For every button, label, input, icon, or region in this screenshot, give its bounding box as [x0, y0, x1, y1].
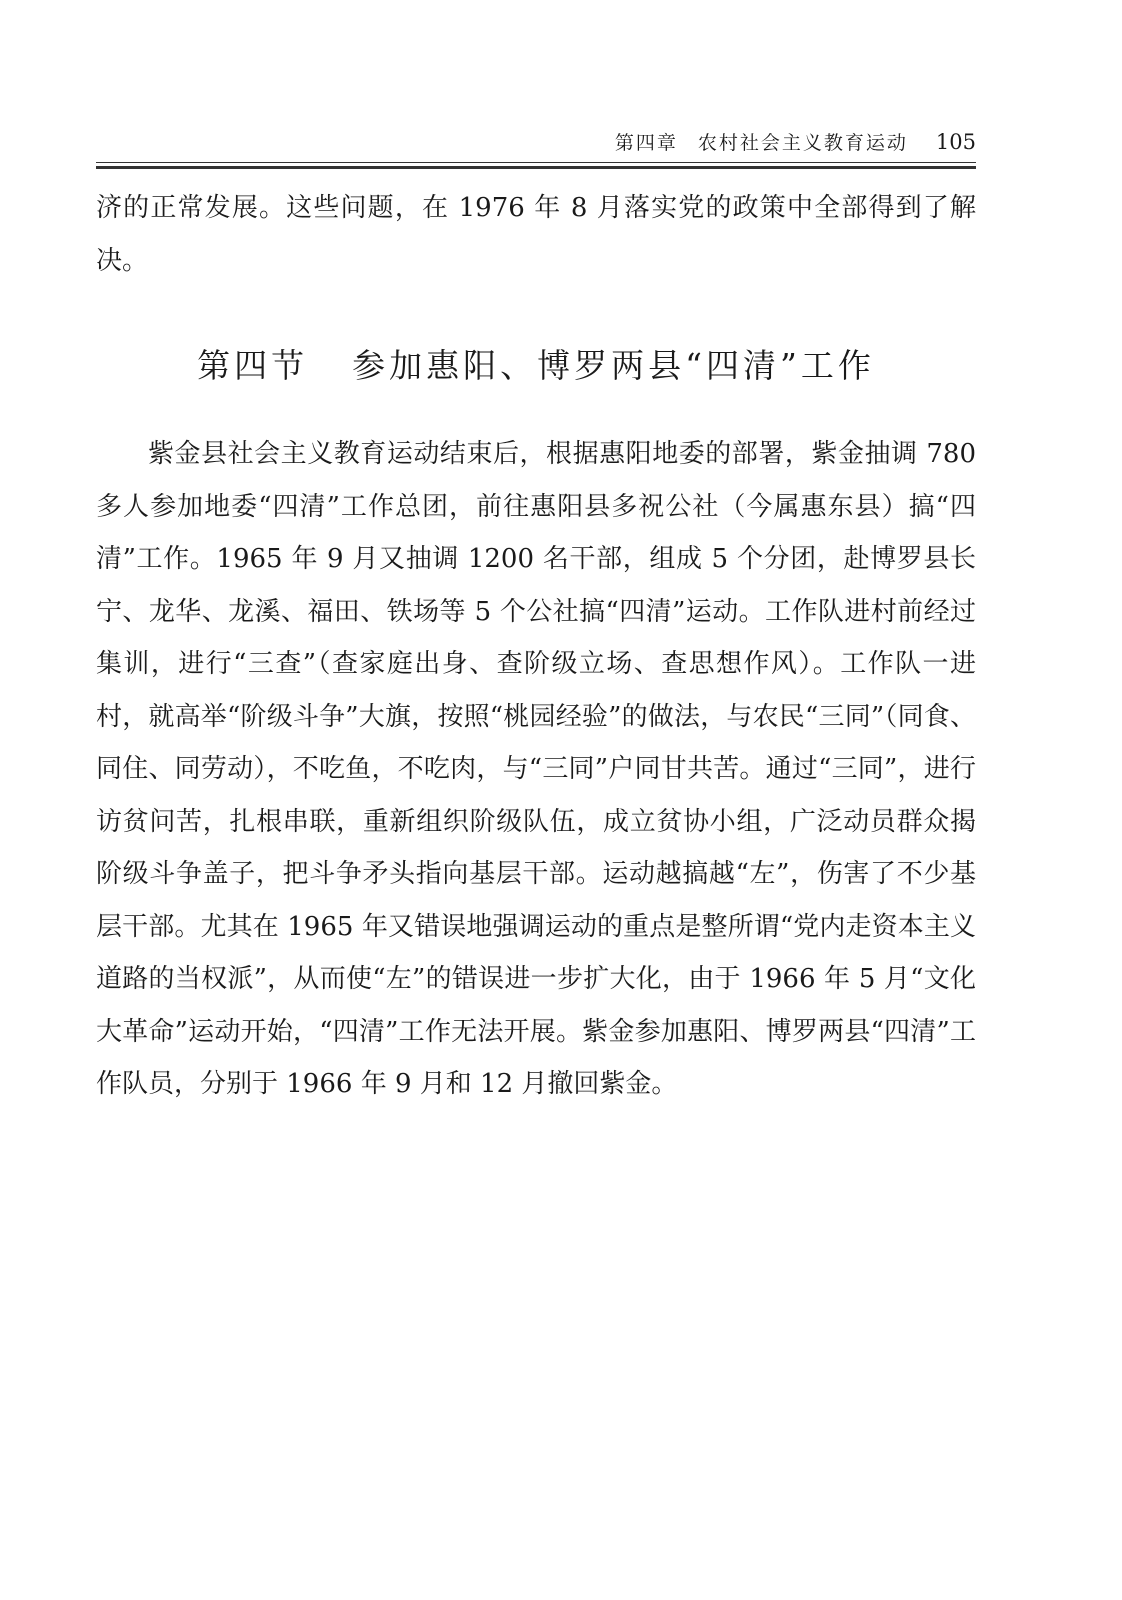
chapter-label: 第四章 — [614, 132, 678, 154]
section-number: 第四节 — [197, 346, 309, 385]
section-title: 参加惠阳、博罗两县“四清”工作 — [352, 346, 875, 385]
header-rule-thin — [96, 162, 976, 163]
page-number: 105 — [935, 130, 976, 154]
chapter-title: 农村社会主义教育运动 — [697, 132, 908, 154]
continuation-paragraph: 济的正常发展。这些问题，在 1976 年 8 月落实党的政策中全部得到了解决。 — [96, 193, 976, 276]
running-head — [96, 128, 976, 162]
header-rule-thick — [96, 166, 976, 169]
section-heading — [96, 340, 976, 400]
body-paragraph: 紫金县社会主义教育运动结束后，根据惠阳地委的部署，紫金抽调 780 多人参加地委“四清”工作总团，前往惠阳县多祝公社（今属惠东县）搞“四清”工作。1965 年 9 月又抽调 1200 名干部，组成 5 个分团，赴博罗县长宁、龙华、龙溪、福田、铁场等 5 个公社搞“四清”运动。工作队进村前经过集训，进行“三查”（查家庭出身、查阶级立场、查思想作风）。工作队一进村，就高举“阶级斗争”大旗，按照“桃园经验”的做法，与农民“三同”（同食、同住、同劳动），不吃鱼，不吃肉，与“三同”户同甘共苦。通过“三同”，进行访贫问苦，扎根串联，重新组织阶级队伍，成立贫协小组，广泛动员群众揭阶级斗争盖子，把斗争矛头指向基层干部。运动越搞越“左”，伤害了不少基层干部。尤其在 1965 年又错误地强调运动的重点是整所谓“党内走资本主义道路的当权派”，从而使“左”的错误进一步扩大化，由于 1966 年 5 月“文化大革命”运动开始，“四清”工作无法开展。紫金参加惠阳、博罗两县“四清”工作队员，分别于 1966 年 9 月和 12 月撤回紫金。 — [96, 439, 976, 1099]
